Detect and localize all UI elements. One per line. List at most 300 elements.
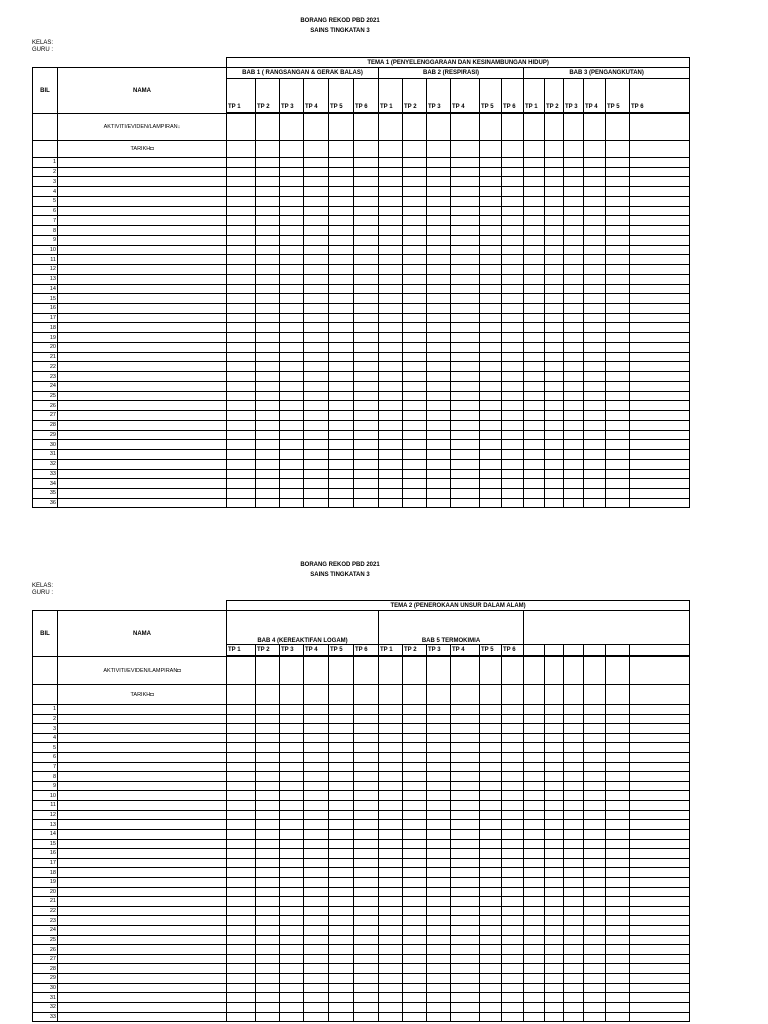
- tp-entry-cell[interactable]: [304, 974, 329, 984]
- student-name-cell[interactable]: [58, 372, 227, 382]
- tp-entry-cell[interactable]: [564, 858, 584, 868]
- tp-entry-cell[interactable]: [427, 839, 451, 849]
- tp-entry-cell[interactable]: [280, 753, 304, 763]
- tp-entry-cell[interactable]: [584, 459, 606, 469]
- tp-entry-cell[interactable]: [329, 342, 354, 352]
- tp-entry-cell[interactable]: [329, 450, 354, 460]
- tp-entry-cell[interactable]: [606, 916, 630, 926]
- tp-entry-cell[interactable]: [606, 887, 630, 897]
- tp-entry-cell[interactable]: [329, 781, 354, 791]
- tp-entry-cell[interactable]: [451, 791, 480, 801]
- tp-entry-cell[interactable]: [427, 935, 451, 945]
- entry-cell[interactable]: [427, 657, 451, 685]
- tp-entry-cell[interactable]: [524, 733, 545, 743]
- tp-entry-cell[interactable]: [545, 226, 564, 236]
- student-name-cell[interactable]: [58, 235, 227, 245]
- tp-entry-cell[interactable]: [227, 974, 256, 984]
- tp-entry-cell[interactable]: [427, 391, 451, 401]
- tp-entry-cell[interactable]: [630, 342, 690, 352]
- tp-entry-cell[interactable]: [584, 372, 606, 382]
- student-name-cell[interactable]: [58, 897, 227, 907]
- tp-entry-cell[interactable]: [451, 753, 480, 763]
- tp-entry-cell[interactable]: [524, 858, 545, 868]
- tp-entry-cell[interactable]: [304, 733, 329, 743]
- tp-entry-cell[interactable]: [630, 498, 690, 508]
- tp-entry-cell[interactable]: [606, 245, 630, 255]
- tp-entry-cell[interactable]: [329, 829, 354, 839]
- tp-entry-cell[interactable]: [354, 411, 379, 421]
- tp-entry-cell[interactable]: [584, 450, 606, 460]
- tp-entry-cell[interactable]: [545, 1002, 564, 1012]
- tp-entry-cell[interactable]: [256, 440, 280, 450]
- student-name-cell[interactable]: [58, 333, 227, 343]
- tp-entry-cell[interactable]: [524, 313, 545, 323]
- tp-entry-cell[interactable]: [427, 274, 451, 284]
- tp-entry-cell[interactable]: [451, 849, 480, 859]
- student-name-cell[interactable]: [58, 342, 227, 352]
- tp-entry-cell[interactable]: [403, 372, 427, 382]
- tp-entry-cell[interactable]: [329, 440, 354, 450]
- tp-entry-cell[interactable]: [564, 235, 584, 245]
- tp-entry-cell[interactable]: [606, 420, 630, 430]
- tp-entry-cell[interactable]: [545, 743, 564, 753]
- entry-cell[interactable]: [280, 657, 304, 685]
- tp-entry-cell[interactable]: [606, 469, 630, 479]
- tp-entry-cell[interactable]: [545, 450, 564, 460]
- tp-entry-cell[interactable]: [403, 724, 427, 734]
- entry-cell[interactable]: [545, 114, 564, 141]
- entry-cell[interactable]: [480, 114, 502, 141]
- tp-entry-cell[interactable]: [524, 983, 545, 993]
- entry-cell[interactable]: [403, 114, 427, 141]
- tp-entry-cell[interactable]: [354, 772, 379, 782]
- tp-entry-cell[interactable]: [280, 935, 304, 945]
- tp-entry-cell[interactable]: [545, 772, 564, 782]
- tp-entry-cell[interactable]: [451, 411, 480, 421]
- tp-entry-cell[interactable]: [329, 459, 354, 469]
- tp-entry-cell[interactable]: [427, 916, 451, 926]
- tp-entry-cell[interactable]: [564, 791, 584, 801]
- tp-entry-cell[interactable]: [227, 323, 256, 333]
- tp-entry-cell[interactable]: [304, 430, 329, 440]
- tp-entry-cell[interactable]: [354, 187, 379, 197]
- tp-entry-cell[interactable]: [524, 187, 545, 197]
- tp-entry-cell[interactable]: [280, 1002, 304, 1012]
- tp-entry-cell[interactable]: [502, 391, 524, 401]
- tp-entry-cell[interactable]: [630, 391, 690, 401]
- tp-entry-cell[interactable]: [280, 411, 304, 421]
- tp-entry-cell[interactable]: [606, 1002, 630, 1012]
- tp-entry-cell[interactable]: [329, 743, 354, 753]
- tp-entry-cell[interactable]: [403, 265, 427, 275]
- tp-entry-cell[interactable]: [502, 753, 524, 763]
- tp-entry-cell[interactable]: [403, 733, 427, 743]
- tp-entry-cell[interactable]: [379, 724, 403, 734]
- tp-entry-cell[interactable]: [304, 216, 329, 226]
- tp-entry-cell[interactable]: [379, 733, 403, 743]
- tp-entry-cell[interactable]: [545, 714, 564, 724]
- tp-entry-cell[interactable]: [451, 983, 480, 993]
- tp-entry-cell[interactable]: [524, 440, 545, 450]
- tp-entry-cell[interactable]: [379, 459, 403, 469]
- tp-entry-cell[interactable]: [630, 333, 690, 343]
- tp-entry-cell[interactable]: [480, 226, 502, 236]
- tp-entry-cell[interactable]: [630, 810, 690, 820]
- tp-entry-cell[interactable]: [502, 342, 524, 352]
- tp-entry-cell[interactable]: [280, 245, 304, 255]
- tp-entry-cell[interactable]: [524, 935, 545, 945]
- tp-entry-cell[interactable]: [451, 762, 480, 772]
- tp-entry-cell[interactable]: [451, 868, 480, 878]
- tp-entry-cell[interactable]: [329, 284, 354, 294]
- tp-entry-cell[interactable]: [630, 284, 690, 294]
- tp-entry-cell[interactable]: [329, 983, 354, 993]
- tp-entry-cell[interactable]: [451, 1002, 480, 1012]
- tp-entry-cell[interactable]: [606, 352, 630, 362]
- student-name-cell[interactable]: [58, 974, 227, 984]
- tp-entry-cell[interactable]: [451, 954, 480, 964]
- tp-entry-cell[interactable]: [256, 420, 280, 430]
- entry-cell[interactable]: [480, 657, 502, 685]
- tp-entry-cell[interactable]: [354, 964, 379, 974]
- student-name-cell[interactable]: [58, 829, 227, 839]
- tp-entry-cell[interactable]: [354, 479, 379, 489]
- tp-entry-cell[interactable]: [427, 897, 451, 907]
- tp-entry-cell[interactable]: [564, 926, 584, 936]
- tp-entry-cell[interactable]: [227, 235, 256, 245]
- entry-cell[interactable]: [545, 657, 564, 685]
- tp-entry-cell[interactable]: [545, 753, 564, 763]
- tp-entry-cell[interactable]: [545, 724, 564, 734]
- tp-entry-cell[interactable]: [606, 274, 630, 284]
- tp-entry-cell[interactable]: [524, 801, 545, 811]
- tp-entry-cell[interactable]: [280, 187, 304, 197]
- tp-entry-cell[interactable]: [403, 753, 427, 763]
- entry-cell[interactable]: [329, 685, 354, 705]
- tp-entry-cell[interactable]: [564, 177, 584, 187]
- tp-entry-cell[interactable]: [329, 849, 354, 859]
- tp-entry-cell[interactable]: [584, 993, 606, 1003]
- tp-entry-cell[interactable]: [427, 733, 451, 743]
- tp-entry-cell[interactable]: [256, 401, 280, 411]
- tp-entry-cell[interactable]: [524, 469, 545, 479]
- tp-entry-cell[interactable]: [354, 724, 379, 734]
- tp-entry-cell[interactable]: [379, 333, 403, 343]
- tp-entry-cell[interactable]: [584, 479, 606, 489]
- student-name-cell[interactable]: [58, 323, 227, 333]
- tp-entry-cell[interactable]: [427, 762, 451, 772]
- tp-entry-cell[interactable]: [354, 158, 379, 168]
- tp-entry-cell[interactable]: [280, 820, 304, 830]
- tp-entry-cell[interactable]: [329, 724, 354, 734]
- tp-entry-cell[interactable]: [403, 935, 427, 945]
- tp-entry-cell[interactable]: [545, 877, 564, 887]
- entry-cell[interactable]: [227, 114, 256, 141]
- tp-entry-cell[interactable]: [227, 1012, 256, 1022]
- tp-entry-cell[interactable]: [403, 868, 427, 878]
- tp-entry-cell[interactable]: [524, 372, 545, 382]
- tp-entry-cell[interactable]: [427, 906, 451, 916]
- tp-entry-cell[interactable]: [451, 974, 480, 984]
- tp-entry-cell[interactable]: [545, 983, 564, 993]
- tp-entry-cell[interactable]: [304, 954, 329, 964]
- tp-entry-cell[interactable]: [480, 839, 502, 849]
- tp-entry-cell[interactable]: [354, 810, 379, 820]
- tp-entry-cell[interactable]: [545, 469, 564, 479]
- tp-entry-cell[interactable]: [403, 810, 427, 820]
- tp-entry-cell[interactable]: [227, 333, 256, 343]
- student-name-cell[interactable]: [58, 411, 227, 421]
- tp-entry-cell[interactable]: [451, 469, 480, 479]
- tp-entry-cell[interactable]: [502, 362, 524, 372]
- entry-cell[interactable]: [304, 657, 329, 685]
- tp-entry-cell[interactable]: [427, 954, 451, 964]
- tp-entry-cell[interactable]: [403, 964, 427, 974]
- tp-entry-cell[interactable]: [427, 265, 451, 275]
- tp-entry-cell[interactable]: [354, 391, 379, 401]
- tp-entry-cell[interactable]: [502, 762, 524, 772]
- tp-entry-cell[interactable]: [403, 858, 427, 868]
- tp-entry-cell[interactable]: [329, 935, 354, 945]
- student-name-cell[interactable]: [58, 801, 227, 811]
- tp-entry-cell[interactable]: [545, 401, 564, 411]
- tp-entry-cell[interactable]: [427, 714, 451, 724]
- tp-entry-cell[interactable]: [451, 206, 480, 216]
- tp-entry-cell[interactable]: [329, 401, 354, 411]
- tp-entry-cell[interactable]: [256, 974, 280, 984]
- tp-entry-cell[interactable]: [502, 469, 524, 479]
- tp-entry-cell[interactable]: [584, 158, 606, 168]
- tp-entry-cell[interactable]: [480, 724, 502, 734]
- tp-entry-cell[interactable]: [427, 255, 451, 265]
- tp-entry-cell[interactable]: [403, 849, 427, 859]
- tp-entry-cell[interactable]: [227, 245, 256, 255]
- tp-entry-cell[interactable]: [502, 235, 524, 245]
- tp-entry-cell[interactable]: [451, 945, 480, 955]
- tp-entry-cell[interactable]: [379, 265, 403, 275]
- entry-cell[interactable]: [524, 114, 545, 141]
- tp-entry-cell[interactable]: [329, 877, 354, 887]
- tp-entry-cell[interactable]: [545, 362, 564, 372]
- tp-entry-cell[interactable]: [280, 916, 304, 926]
- student-name-cell[interactable]: [58, 877, 227, 887]
- tp-entry-cell[interactable]: [227, 849, 256, 859]
- tp-entry-cell[interactable]: [379, 877, 403, 887]
- tp-entry-cell[interactable]: [606, 724, 630, 734]
- tp-entry-cell[interactable]: [227, 294, 256, 304]
- tp-entry-cell[interactable]: [524, 459, 545, 469]
- tp-entry-cell[interactable]: [227, 753, 256, 763]
- tp-entry-cell[interactable]: [545, 906, 564, 916]
- tp-entry-cell[interactable]: [480, 820, 502, 830]
- tp-entry-cell[interactable]: [502, 916, 524, 926]
- student-name-cell[interactable]: [58, 916, 227, 926]
- tp-entry-cell[interactable]: [584, 810, 606, 820]
- tp-entry-cell[interactable]: [304, 352, 329, 362]
- tp-entry-cell[interactable]: [280, 849, 304, 859]
- tp-entry-cell[interactable]: [256, 705, 280, 715]
- tp-entry-cell[interactable]: [606, 372, 630, 382]
- tp-entry-cell[interactable]: [280, 255, 304, 265]
- tp-entry-cell[interactable]: [606, 167, 630, 177]
- tp-entry-cell[interactable]: [606, 954, 630, 964]
- tp-entry-cell[interactable]: [227, 342, 256, 352]
- entry-cell[interactable]: [427, 141, 451, 158]
- tp-entry-cell[interactable]: [256, 964, 280, 974]
- tp-entry-cell[interactable]: [354, 284, 379, 294]
- entry-cell[interactable]: [524, 657, 545, 685]
- tp-entry-cell[interactable]: [630, 791, 690, 801]
- tp-entry-cell[interactable]: [427, 420, 451, 430]
- tp-entry-cell[interactable]: [304, 829, 329, 839]
- tp-entry-cell[interactable]: [606, 498, 630, 508]
- tp-entry-cell[interactable]: [451, 993, 480, 1003]
- tp-entry-cell[interactable]: [403, 313, 427, 323]
- tp-entry-cell[interactable]: [227, 352, 256, 362]
- tp-entry-cell[interactable]: [256, 897, 280, 907]
- tp-entry-cell[interactable]: [545, 897, 564, 907]
- tp-entry-cell[interactable]: [630, 877, 690, 887]
- tp-entry-cell[interactable]: [227, 868, 256, 878]
- tp-entry-cell[interactable]: [502, 810, 524, 820]
- tp-entry-cell[interactable]: [524, 284, 545, 294]
- tp-entry-cell[interactable]: [379, 849, 403, 859]
- tp-entry-cell[interactable]: [354, 196, 379, 206]
- student-name-cell[interactable]: [58, 1012, 227, 1022]
- tp-entry-cell[interactable]: [524, 714, 545, 724]
- tp-entry-cell[interactable]: [403, 945, 427, 955]
- tp-entry-cell[interactable]: [564, 274, 584, 284]
- tp-entry-cell[interactable]: [280, 498, 304, 508]
- tp-entry-cell[interactable]: [304, 488, 329, 498]
- tp-entry-cell[interactable]: [451, 294, 480, 304]
- tp-entry-cell[interactable]: [379, 323, 403, 333]
- tp-entry-cell[interactable]: [606, 362, 630, 372]
- tp-entry-cell[interactable]: [403, 391, 427, 401]
- tp-entry-cell[interactable]: [403, 916, 427, 926]
- tp-entry-cell[interactable]: [584, 294, 606, 304]
- tp-entry-cell[interactable]: [545, 216, 564, 226]
- tp-entry-cell[interactable]: [545, 391, 564, 401]
- tp-entry-cell[interactable]: [379, 216, 403, 226]
- tp-entry-cell[interactable]: [379, 810, 403, 820]
- tp-entry-cell[interactable]: [427, 362, 451, 372]
- tp-entry-cell[interactable]: [451, 265, 480, 275]
- tp-entry-cell[interactable]: [502, 801, 524, 811]
- tp-entry-cell[interactable]: [480, 849, 502, 859]
- tp-entry-cell[interactable]: [564, 226, 584, 236]
- entry-cell[interactable]: [630, 141, 690, 158]
- student-name-cell[interactable]: [58, 381, 227, 391]
- tp-entry-cell[interactable]: [564, 887, 584, 897]
- tp-entry-cell[interactable]: [256, 1012, 280, 1022]
- tp-entry-cell[interactable]: [564, 945, 584, 955]
- tp-entry-cell[interactable]: [451, 304, 480, 314]
- tp-entry-cell[interactable]: [480, 954, 502, 964]
- tp-entry-cell[interactable]: [379, 411, 403, 421]
- tp-entry-cell[interactable]: [427, 488, 451, 498]
- tp-entry-cell[interactable]: [329, 196, 354, 206]
- tp-entry-cell[interactable]: [427, 323, 451, 333]
- tp-entry-cell[interactable]: [403, 1002, 427, 1012]
- tp-entry-cell[interactable]: [329, 1012, 354, 1022]
- tp-entry-cell[interactable]: [227, 459, 256, 469]
- entry-cell[interactable]: [606, 114, 630, 141]
- tp-entry-cell[interactable]: [280, 724, 304, 734]
- tp-entry-cell[interactable]: [403, 791, 427, 801]
- tp-entry-cell[interactable]: [564, 488, 584, 498]
- tp-entry-cell[interactable]: [256, 877, 280, 887]
- student-name-cell[interactable]: [58, 954, 227, 964]
- tp-entry-cell[interactable]: [227, 820, 256, 830]
- tp-entry-cell[interactable]: [524, 411, 545, 421]
- tp-entry-cell[interactable]: [606, 877, 630, 887]
- tp-entry-cell[interactable]: [451, 333, 480, 343]
- tp-entry-cell[interactable]: [524, 877, 545, 887]
- tp-entry-cell[interactable]: [564, 216, 584, 226]
- tp-entry-cell[interactable]: [403, 411, 427, 421]
- student-name-cell[interactable]: [58, 791, 227, 801]
- tp-entry-cell[interactable]: [502, 781, 524, 791]
- tp-entry-cell[interactable]: [329, 733, 354, 743]
- tp-entry-cell[interactable]: [630, 887, 690, 897]
- entry-cell[interactable]: [379, 114, 403, 141]
- student-name-cell[interactable]: [58, 450, 227, 460]
- tp-entry-cell[interactable]: [545, 158, 564, 168]
- tp-entry-cell[interactable]: [227, 916, 256, 926]
- tp-entry-cell[interactable]: [524, 430, 545, 440]
- tp-entry-cell[interactable]: [502, 401, 524, 411]
- tp-entry-cell[interactable]: [256, 265, 280, 275]
- tp-entry-cell[interactable]: [502, 333, 524, 343]
- tp-entry-cell[interactable]: [354, 877, 379, 887]
- tp-entry-cell[interactable]: [480, 810, 502, 820]
- tp-entry-cell[interactable]: [379, 781, 403, 791]
- tp-entry-cell[interactable]: [480, 323, 502, 333]
- tp-entry-cell[interactable]: [379, 167, 403, 177]
- tp-entry-cell[interactable]: [403, 196, 427, 206]
- tp-entry-cell[interactable]: [427, 868, 451, 878]
- tp-entry-cell[interactable]: [280, 714, 304, 724]
- tp-entry-cell[interactable]: [606, 284, 630, 294]
- tp-entry-cell[interactable]: [451, 196, 480, 206]
- tp-entry-cell[interactable]: [304, 313, 329, 323]
- tp-entry-cell[interactable]: [606, 196, 630, 206]
- tp-entry-cell[interactable]: [354, 420, 379, 430]
- tp-entry-cell[interactable]: [545, 858, 564, 868]
- tp-entry-cell[interactable]: [280, 459, 304, 469]
- tp-entry-cell[interactable]: [354, 440, 379, 450]
- tp-entry-cell[interactable]: [545, 488, 564, 498]
- tp-entry-cell[interactable]: [403, 235, 427, 245]
- tp-entry-cell[interactable]: [606, 430, 630, 440]
- tp-entry-cell[interactable]: [451, 858, 480, 868]
- tp-entry-cell[interactable]: [304, 858, 329, 868]
- tp-entry-cell[interactable]: [379, 206, 403, 216]
- tp-entry-cell[interactable]: [545, 206, 564, 216]
- tp-entry-cell[interactable]: [403, 158, 427, 168]
- tp-entry-cell[interactable]: [564, 839, 584, 849]
- tp-entry-cell[interactable]: [427, 401, 451, 411]
- tp-entry-cell[interactable]: [502, 887, 524, 897]
- tp-entry-cell[interactable]: [606, 993, 630, 1003]
- tp-entry-cell[interactable]: [584, 868, 606, 878]
- tp-entry-cell[interactable]: [630, 858, 690, 868]
- tp-entry-cell[interactable]: [304, 323, 329, 333]
- entry-cell[interactable]: [545, 685, 564, 705]
- tp-entry-cell[interactable]: [354, 362, 379, 372]
- tp-entry-cell[interactable]: [329, 245, 354, 255]
